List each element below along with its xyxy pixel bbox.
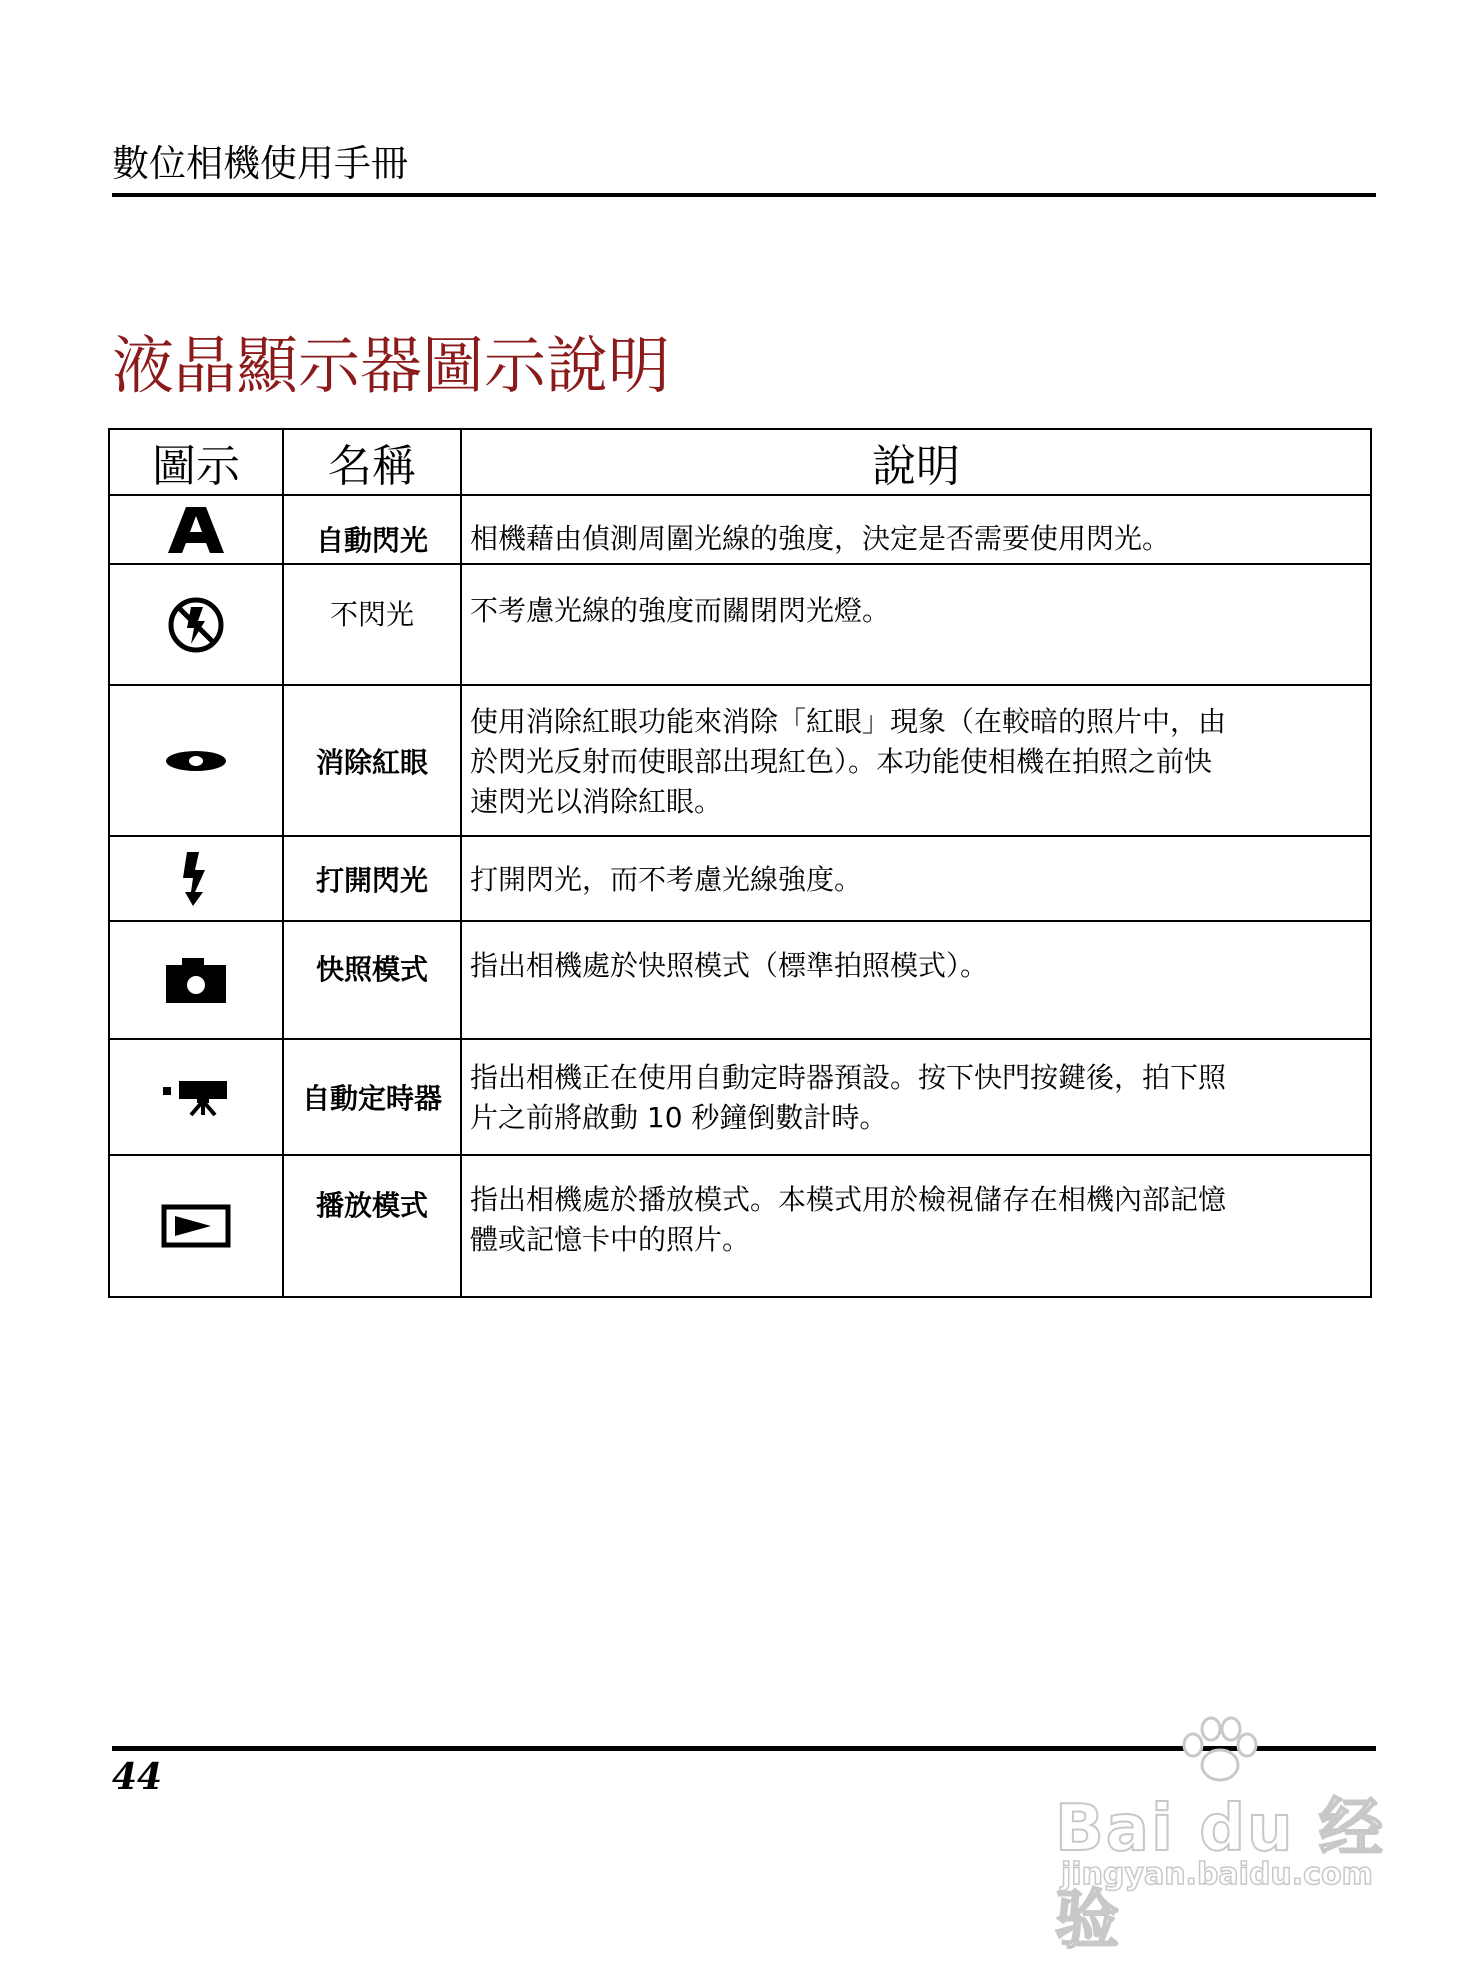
table-row (109, 564, 1371, 685)
icon-cell (109, 836, 283, 921)
page-number: 44 (112, 1756, 163, 1798)
description-line: 打開閃光，而不考慮光線強度。 (470, 862, 863, 896)
description-line: 於閃光反射而使眼部出現紅色）。本功能使相機在拍照之前快 (470, 744, 1213, 778)
table-row (109, 685, 1371, 836)
flash-on-icon (181, 850, 211, 908)
description-line: 相機藉由偵測周圍光線的強度，決定是否需要使用閃光。 (470, 522, 1171, 555)
section-title: 液晶顯示器圖示說明 (112, 329, 671, 402)
table-row (109, 495, 1371, 564)
description-line: 體或記憶卡中的照片。 (470, 1223, 751, 1256)
camera-icon (164, 955, 228, 1005)
flash-auto-icon (168, 505, 224, 555)
running-header: 數位相機使用手冊 (112, 142, 408, 185)
description-cell (461, 495, 1371, 564)
name-cell: 快照模式 (283, 921, 461, 1039)
name-cell: 消除紅眼 (283, 685, 461, 836)
table-row (109, 1155, 1371, 1297)
icon-cell (109, 921, 283, 1039)
name-cell: 不閃光 (283, 564, 461, 685)
name-cell: 打開閃光 (283, 836, 461, 921)
description-cell (461, 685, 1371, 836)
name-cell: 播放模式 (283, 1155, 461, 1297)
watermark (1055, 1715, 1395, 1958)
column-header-name: 名稱 (283, 429, 461, 495)
description-line: 速閃光以消除紅眼。 (470, 784, 723, 818)
description-line: 不考慮光線的強度而關閉閃光燈。 (470, 594, 891, 627)
icon-cell (109, 1155, 283, 1297)
description-line: 片之前將啟動 10 秒鐘倒數計時。 (470, 1101, 888, 1134)
icon-cell (109, 1039, 283, 1155)
paw-logo-icon (1173, 1715, 1263, 1785)
header-divider (112, 193, 1376, 197)
table-row (109, 1039, 1371, 1155)
column-header-description: 說明 (461, 429, 1371, 495)
description-cell (461, 921, 1371, 1039)
watermark-url: jingyan.baidu.com (1061, 1857, 1373, 1892)
self-timer-icon (161, 1077, 231, 1117)
flash-off-icon (167, 596, 225, 654)
icon-cell (109, 564, 283, 685)
icon-legend-table (108, 428, 1372, 1298)
description-line: 使用消除紅眼功能來消除「紅眼」現象（在較暗的照片中，由 (470, 704, 1227, 738)
watermark-brand: Bai du 经验 (1055, 1792, 1385, 1958)
description-line: 指出相機處於快照模式（標準拍照模式）。 (470, 949, 989, 982)
description-cell (461, 836, 1371, 921)
description-line: 指出相機處於播放模式。本模式用於檢視儲存在相機內部記憶 (470, 1183, 1227, 1216)
description-cell (461, 1155, 1371, 1297)
description-cell (461, 1039, 1371, 1155)
playback-icon (161, 1204, 231, 1248)
table-row (109, 836, 1371, 921)
table-header-row (109, 429, 1371, 495)
table-row (109, 921, 1371, 1039)
name-cell: 自動閃光 (283, 495, 461, 564)
description-line: 指出相機正在使用自動定時器預設。按下快門按鍵後，拍下照 (470, 1061, 1227, 1094)
red-eye-icon (164, 749, 228, 773)
icon-cell (109, 685, 283, 836)
name-cell: 自動定時器 (283, 1039, 461, 1155)
description-cell (461, 564, 1371, 685)
column-header-icon: 圖示 (109, 429, 283, 495)
icon-cell (109, 495, 283, 564)
